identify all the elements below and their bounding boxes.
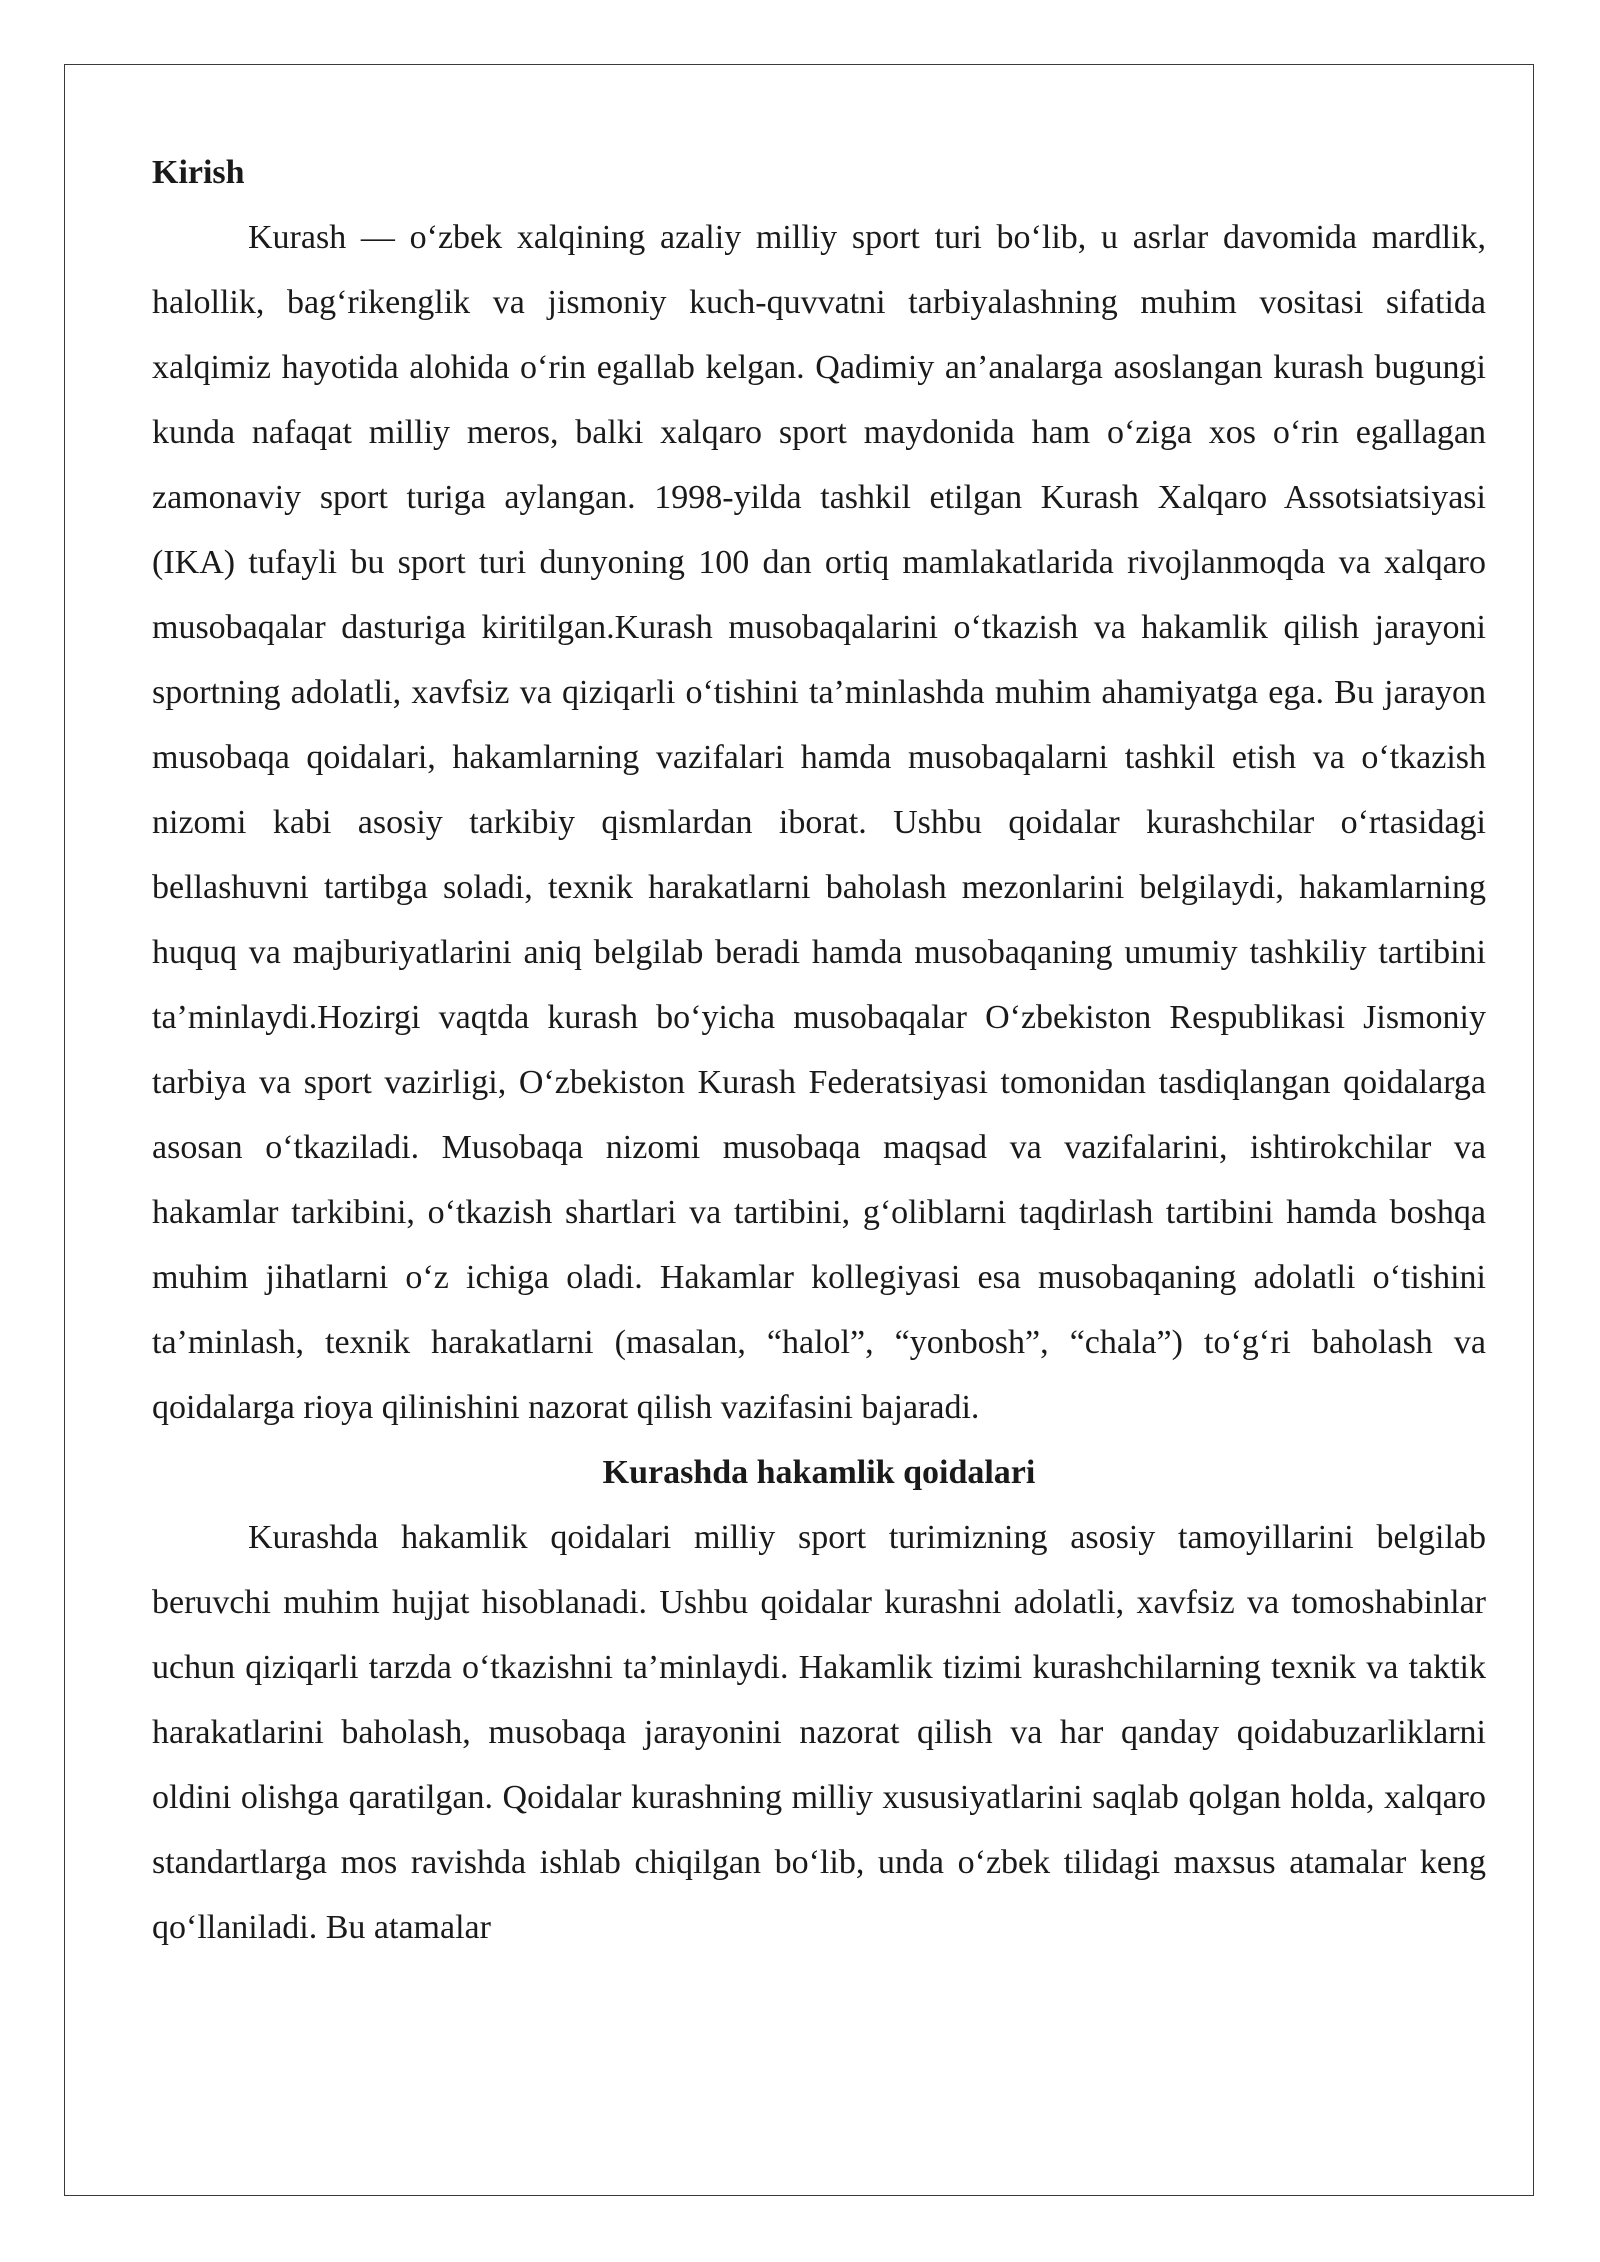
paragraph-kirish: Kurash — oʻzbek xalqining azaliy milliy sport turi boʻlib, u asrlar davomida mardlik, halollik, bagʻrikenglik va jismoniy kuch-quvvatni tarbiyalashning muhim vositasi sifatida xalqimiz hayotida alohida oʻrin egallab kelgan. Qadimiy an’analarga asoslangan kurash bugungi kunda nafaqat milliy meros, balki xalqaro sport maydonida ham oʻziga xos oʻrin egallagan zamonaviy sport turiga aylangan. 1998-yilda tashkil etilgan Kurash Xalqaro Assotsiatsiyasi (IKA) tufayli bu sport turi dunyoning 100 dan ortiq mamlakatlarida rivojlanmoqda va xalqaro musobaqalar dasturiga kiritilgan.Kurash musobaqalarini oʻtkazish va hakamlik qilish jarayoni sportning adolatli, xavfsiz va qiziqarli oʻtishini ta’minlashda muhim ahamiyatga ega. Bu jarayon musobaqa qoidalari, hakamlarning vazifalari hamda musobaqalarni tashkil etish va oʻtkazish nizomi kabi asosiy tarkibiy qismlardan iborat. Ushbu qoidalar kurashchilar oʻrtasidagi bellashuvni tartibga soladi, texnik harakatlarni baholash mezonlarini belgilaydi, hakamlarning huquq va majburiyatlarini aniq belgilab beradi hamda musobaqaning umumiy tashkiliy tartibini ta’minlaydi.Hozirgi vaqtda kurash boʻyicha musobaqalar Oʻzbekiston Respublikasi Jismoniy tarbiya va sport vazirligi, Oʻzbekiston Kurash Federatsiyasi tomonidan tasdiqlangan qoidalarga asosan oʻtkaziladi. Musobaqa nizomi musobaqa maqsad va vazifalarini, ishtirokchilar va hakamlar tarkibini, oʻtkazish shartlari va tartibini, gʻoliblarni taqdirlash tartibini hamda boshqa muhim jihatlarni oʻz ichiga oladi. Hakamlar kollegiyasi esa musobaqaning adolatli oʻtishini ta’minlash, texnik harakatlarni (masalan, “halol”, “yonbosh”, “chala”) toʻgʻri baholash va qoidalarga rioya qilinishini nazorat qilish vazifasini bajaradi. — [152, 219, 1486, 1426]
paragraph-hakamlik: Kurashda hakamlik qoidalari milliy sport turimizning asosiy tamoyillarini belgilab beruvchi muhim hujjat hisoblanadi. Ushbu qoidalar kurashni adolatli, xavfsiz va tomoshabinlar uchun qiziqarli tarzda oʻtkazishni ta’minlaydi. Hakamlik tizimi kurashchilarning texnik va taktik harakatlarini baholash, musobaqa jarayonini nazorat qilish va har qanday qoidabuzarliklarni oldini olishga qaratilgan. Qoidalar kurashning milliy xususiyatlarini saqlab qolgan holda, xalqaro standartlarga mos ravishda ishlab chiqilgan boʻlib, unda oʻzbek tilidagi maxsus atamalar keng qoʻllaniladi. Bu atamalar — [152, 1519, 1486, 1946]
section-heading-hakamlik: Kurashda hakamlik qoidalari — [602, 1454, 1036, 1491]
section-heading-kirish: Kirish — [152, 154, 245, 191]
document-body — [152, 140, 1486, 1960]
